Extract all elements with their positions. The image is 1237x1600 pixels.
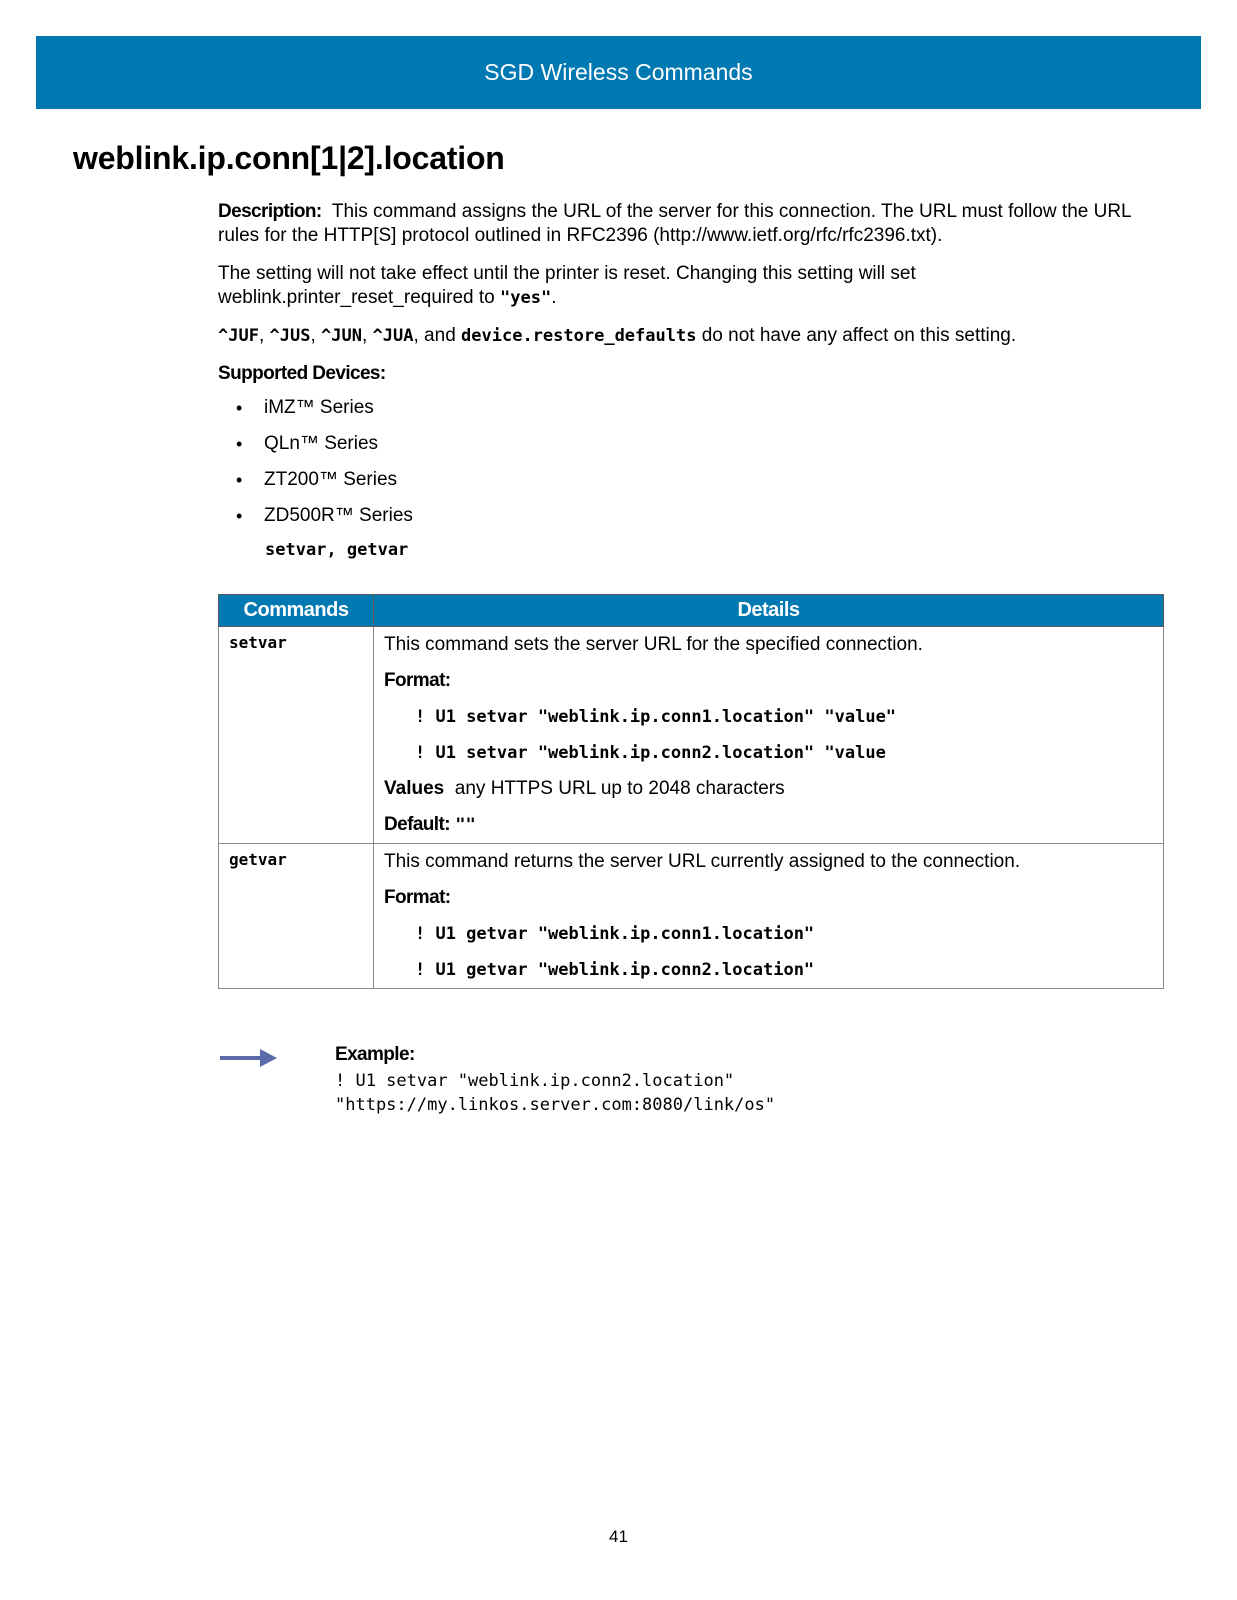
example-block — [335, 1043, 775, 1117]
description-label: Description: — [218, 201, 322, 222]
description-text: This command assigns the URL of the server for this connection. The URL must follow the URL rules for the HTTP[S] protocol outlined in RFC2396 (http://www.ietf.org/rfc/rfc2396.txt). — [218, 201, 1131, 246]
affect-code-jun: ^JUN — [321, 326, 362, 346]
table-row — [219, 844, 1164, 989]
header-commands: Commands — [219, 595, 374, 627]
example-code-line: "https://my.linkos.server.com:8080/link/os" — [335, 1095, 776, 1115]
affect-sep-2: , — [310, 325, 322, 346]
values-line — [384, 777, 1153, 801]
device-item: • QLn™ Series — [236, 432, 1158, 456]
command-body — [218, 200, 1158, 560]
details-cell — [374, 627, 1164, 844]
supported-devices-list — [218, 396, 1158, 528]
affect-code-jus: ^JUS — [269, 326, 311, 346]
affect-sep-4: , and — [413, 325, 462, 346]
device-item: • ZD500R™ Series — [236, 504, 1158, 528]
format-code: ! U1 setvar "weblink.ip.conn2.location" "value — [415, 743, 886, 763]
command-description: This command returns the server URL currently assigned to the connection. — [384, 851, 1021, 872]
format-code: ! U1 getvar "weblink.ip.conn2.location" — [415, 960, 815, 980]
format-code: ! U1 getvar "weblink.ip.conn1.location" — [415, 924, 815, 944]
commands-table — [218, 594, 1164, 989]
details-cell — [374, 844, 1164, 989]
affect-note — [218, 324, 1158, 348]
reset-note-text: The setting will not take effect until the printer is reset. Changing this setting will set weblink.printer_reset_required to — [218, 263, 916, 308]
affect-sep-3: , — [361, 325, 373, 346]
default-label: Default: — [384, 814, 450, 835]
supported-devices-label: Supported Devices: — [218, 363, 386, 384]
reset-note — [218, 262, 1158, 310]
reset-note-end: . — [551, 287, 557, 308]
description — [218, 200, 1158, 248]
example-label: Example: — [335, 1044, 415, 1065]
affect-code-juf: ^JUF — [218, 326, 259, 346]
banner-title: SGD Wireless Commands — [484, 59, 753, 85]
default-line — [384, 813, 1153, 837]
example-code-line: ! U1 setvar "weblink.ip.conn2.location" — [335, 1071, 735, 1091]
header-banner — [36, 36, 1201, 109]
header-details: Details — [374, 595, 1164, 627]
example-code — [335, 1069, 775, 1117]
affect-sep-1: , — [258, 325, 270, 346]
table-header-row — [219, 595, 1164, 627]
affect-note-end: do not have any affect on this setting. — [696, 325, 1017, 346]
values-label: Values — [384, 778, 445, 799]
command-cell: getvar — [219, 844, 374, 989]
command-cell: setvar — [219, 627, 374, 844]
affect-code-restore: device.restore_defaults — [461, 326, 697, 346]
device-item: • iMZ™ Series — [236, 396, 1158, 420]
page-title: weblink.ip.conn[1|2].location — [73, 140, 505, 176]
arrow-right-icon — [220, 1048, 278, 1068]
reset-note-code: "yes" — [500, 288, 552, 308]
format-code: ! U1 setvar "weblink.ip.conn1.location" "value" — [415, 707, 897, 727]
affect-code-jua: ^JUA — [372, 326, 414, 346]
page-number: 41 — [609, 1527, 628, 1546]
command-description: This command sets the server URL for the specified connection. — [384, 634, 923, 655]
format-label: Format: — [384, 670, 451, 691]
table-row — [219, 627, 1164, 844]
default-value: "" — [455, 815, 476, 835]
device-item: • ZT200™ Series — [236, 468, 1158, 492]
format-label: Format: — [384, 887, 451, 908]
supported-methods: setvar, getvar — [265, 540, 409, 560]
values-text: any HTTPS URL up to 2048 characters — [454, 778, 785, 799]
